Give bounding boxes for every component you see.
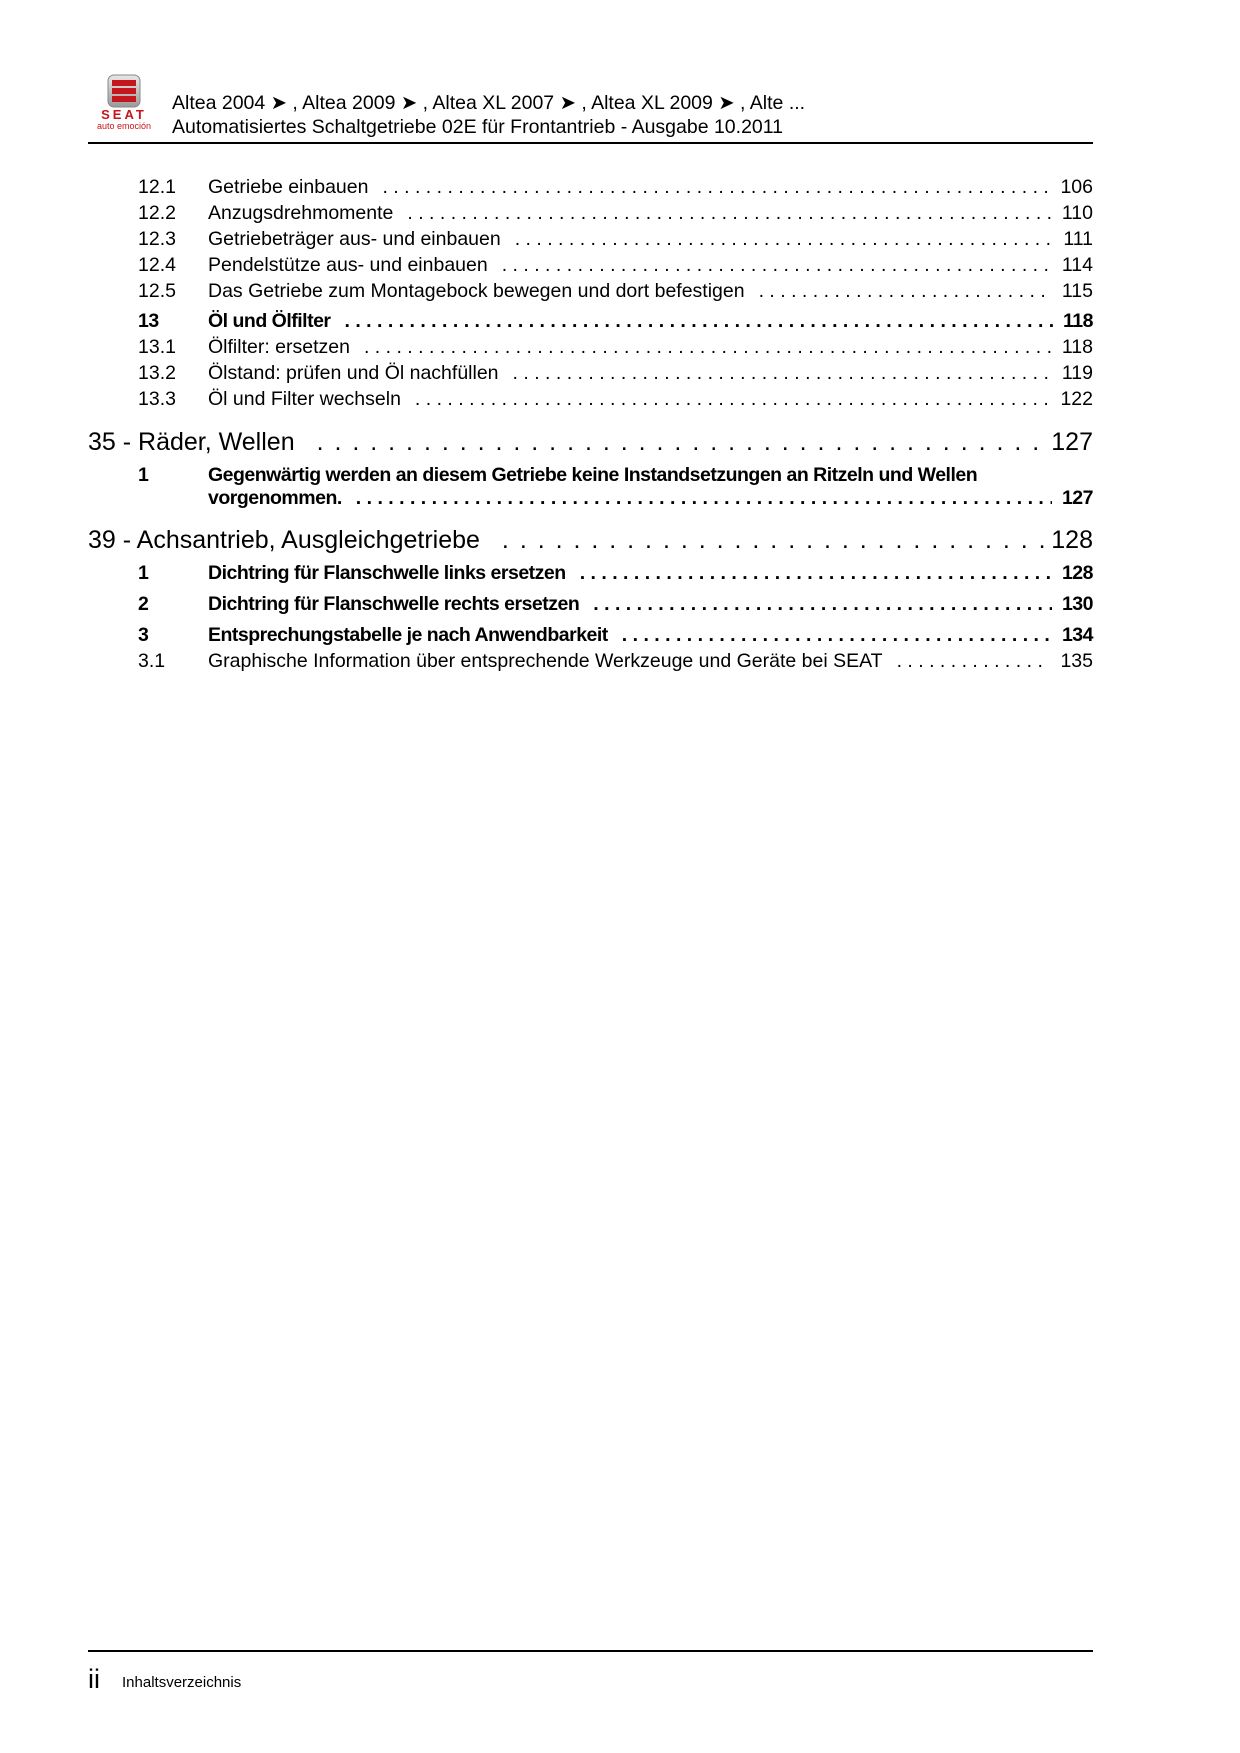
logo-brand: SEAT xyxy=(101,107,147,122)
toc-page: 118 xyxy=(1061,336,1093,358)
toc-title: Anzugsdrehmomente xyxy=(208,202,394,224)
toc-section-entry[interactable] xyxy=(88,310,1093,333)
seat-emblem-icon xyxy=(106,74,142,108)
toc-chapter-title: 39 - Achsantrieb, Ausgleichgetriebe xyxy=(88,526,480,554)
leader-dots xyxy=(513,362,1052,385)
toc-entry[interactable] xyxy=(88,254,1093,277)
toc-number: 1 xyxy=(138,562,149,584)
toc-title: Ölstand: prüfen und Öl nachfüllen xyxy=(208,362,499,384)
leader-dots xyxy=(345,310,1054,333)
toc-page: 115 xyxy=(1061,280,1093,302)
leader-dots xyxy=(382,176,1050,199)
toc-entry[interactable] xyxy=(88,362,1093,385)
toc-page: 130 xyxy=(1061,593,1093,615)
leader-dots xyxy=(515,228,1053,251)
leader-dots xyxy=(407,202,1052,225)
toc-page: 110 xyxy=(1061,202,1093,224)
leader-dots xyxy=(317,428,1046,457)
toc-section-entry[interactable] xyxy=(88,562,1093,585)
toc-title: Getriebeträger aus- und einbauen xyxy=(208,228,501,250)
toc-number: 1 xyxy=(138,464,149,486)
toc-chapter-entry[interactable] xyxy=(88,526,1093,555)
toc-number: 12.4 xyxy=(138,254,176,276)
toc-entry[interactable] xyxy=(88,650,1093,673)
toc-number: 12.1 xyxy=(138,176,176,198)
toc-page: 128 xyxy=(1051,526,1093,554)
leader-dots xyxy=(364,336,1052,359)
toc-number: 12.5 xyxy=(138,280,176,302)
logo-tagline: auto emoción xyxy=(96,121,152,131)
leader-dots xyxy=(593,593,1052,616)
toc-page: 134 xyxy=(1061,624,1093,646)
toc-number: 13 xyxy=(138,310,159,332)
toc-page: 127 xyxy=(1051,428,1093,456)
leader-dots xyxy=(759,280,1052,303)
toc-entry[interactable] xyxy=(88,336,1093,359)
toc-number: 13.1 xyxy=(138,336,176,358)
toc-chapter-entry[interactable] xyxy=(88,428,1093,457)
toc-title: Dichtring für Flanschwelle links ersetzen xyxy=(208,562,566,584)
toc-page: 118 xyxy=(1063,310,1093,332)
toc-title: Entsprechungstabelle je nach Anwendbarkeit xyxy=(208,624,608,646)
toc-page: 127 xyxy=(1061,487,1093,509)
page-footer xyxy=(88,1650,1093,1694)
toc-entry[interactable] xyxy=(88,280,1093,303)
header-manual-title: Automatisiertes Schaltgetriebe 02E für Frontantrieb - Ausgabe 10.2011 xyxy=(172,116,784,138)
toc-page: 114 xyxy=(1061,254,1093,276)
toc-title-line2: vorgenommen. xyxy=(208,487,342,509)
toc-page: 106 xyxy=(1060,176,1093,198)
leader-dots xyxy=(502,254,1052,277)
toc-chapter-title: 35 - Räder, Wellen xyxy=(88,428,295,456)
toc-number: 3.1 xyxy=(138,650,166,672)
footer-label: Inhaltsverzeichnis xyxy=(122,1674,242,1691)
toc-page: 128 xyxy=(1061,562,1093,584)
toc-page: 119 xyxy=(1061,362,1093,384)
toc-entry[interactable] xyxy=(88,176,1093,199)
toc-number: 3 xyxy=(138,624,149,646)
toc-page: 135 xyxy=(1060,650,1093,672)
toc-title: Dichtring für Flanschwelle rechts ersetzen xyxy=(208,593,580,615)
toc-entry[interactable] xyxy=(88,388,1093,411)
toc-entry[interactable] xyxy=(88,202,1093,225)
leader-dots xyxy=(502,526,1045,555)
toc-page: 111 xyxy=(1063,228,1093,250)
leader-dots xyxy=(415,388,1051,411)
toc-title: Ölfilter: ersetzen xyxy=(208,336,350,358)
toc-section-entry[interactable] xyxy=(88,593,1093,616)
leader-dots xyxy=(356,487,1052,510)
header-vehicles: Altea 2004 ➤ , Altea 2009 ➤ , Altea XL 2007 ➤ , Altea XL 2009 ➤ , Alte ... xyxy=(172,92,806,114)
toc-title: Pendelstütze aus- und einbauen xyxy=(208,254,488,276)
page-header xyxy=(88,68,1093,144)
toc-number: 13.3 xyxy=(138,388,176,410)
leader-dots xyxy=(622,624,1052,647)
toc-number: 12.2 xyxy=(138,202,176,224)
toc-title-line1: Gegenwärtig werden an diesem Getriebe keine Instandsetzungen an Ritzeln und Wellen xyxy=(208,464,978,486)
toc-title: Getriebe einbauen xyxy=(208,176,369,198)
toc-number: 12.3 xyxy=(138,228,176,250)
page-number: ii xyxy=(88,1664,100,1694)
toc-number: 13.2 xyxy=(138,362,176,384)
toc-page: 122 xyxy=(1060,388,1093,410)
toc-entry[interactable] xyxy=(88,228,1093,251)
leader-dots xyxy=(580,562,1052,585)
toc-number: 2 xyxy=(138,593,149,615)
toc-title: Öl und Ölfilter xyxy=(208,310,331,332)
leader-dots xyxy=(897,650,1051,673)
toc-title: Öl und Filter wechseln xyxy=(208,388,401,410)
toc-title: Graphische Information über entsprechende Werkzeuge und Geräte bei SEAT xyxy=(208,650,883,672)
seat-logo xyxy=(88,74,160,136)
toc-section-entry[interactable] xyxy=(88,464,1093,510)
toc-section-entry[interactable] xyxy=(88,624,1093,647)
toc-title: Das Getriebe zum Montagebock bewegen und dort befestigen xyxy=(208,280,745,302)
